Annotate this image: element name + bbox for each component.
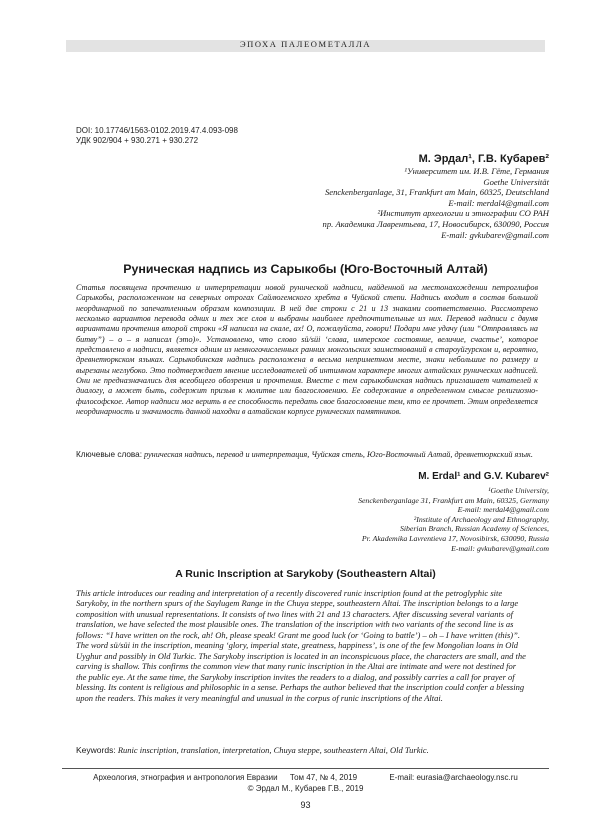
running-header <box>0 0 611 65</box>
udc: УДК 902/904 + 930.271 + 930.272 <box>76 136 199 145</box>
footer-rule <box>62 768 549 769</box>
affiliation-line: Senckenberganlage, 31, Frankfurt am Main, 60325, Deutschland <box>324 187 549 198</box>
doi: DOI: 10.17746/1563-0102.2019.47.4.093-098 <box>76 126 238 135</box>
affiliation-line: ¹Университет им. И.В. Гёте, Германия <box>404 166 549 176</box>
affiliation-line: E-mail: merdal4@gmail.com <box>457 505 549 515</box>
abstract-line: upon the readers. This makes it very meaningful and unusual in the corpus of runic inscriptions of the Altai. <box>76 692 443 703</box>
abstract-en <box>76 588 538 703</box>
abstract-line: translation, we have selected the most plausible ones. The translation of the inscription with two variants of the second line is as <box>76 619 514 630</box>
affiliation-line: ²Institute of Archaeology and Ethnography, <box>413 514 549 524</box>
abstract-ru-text: Статья посвящена прочтению и интерпретации новой рунической надписи, найденной на местонахождении петроглифов Сарыкобы, расположенном на северных отрогах Сайлюгемского хребта в Чуйской степи. Надпись входит в состав большой неординарной по запечатленным образам композиции. В ней две строки с 21 и 13 знаками соответственно. Рассмотрено несколько вариантов перевода одних и тех же слов и выбраны наиболее предпочтительные из них. Перевод надписи с двумя вариантами прочтения второй строки «Я написал на скале, ах! О, пожалуйста, говори! Подари мне удачу (или “Отправляясь на битву”) – о – я написал (это)». Установлено, что слово sü/süi ‘слава, имперское состояние, величие, счастье’, которое представлено в надписи, является одним из немногочисленных ранних монгольских заимствований в староуйгурском и, вероятно, древнетюркском языках. Сарыкобинская надпись расположена в весьма неприметном месте, знаки небольшие по размеру и вырезаны неглубоко. Это подтверждает мнение исследователей об интимном характере многих алтайских рунических надписей. Они не предназначались для всеобщего обозрения и прочтения. Вместе с тем сарыкобинская надпись приглашает читателей к диалогу, а может быть, содержит призыв к молитве или благословению. Ее содержание в определенном смысле религиозно-философское. Автор надписи мог верить в ее способность передать свое благословение тем, кто ее прочтет. Этим определяется неординарность и значимость данной находки в алтайском корпусе рунических памятников. <box>76 283 538 417</box>
affiliation-line: ²Институт археологии и этнографии СО РАН <box>377 208 549 219</box>
affiliation-line: Senckenberganlage 31, Frankfurt am Main, 60325, Germany <box>358 495 549 505</box>
affiliation-line: E-mail: gvkubarev@gmail.com <box>441 229 549 240</box>
section-title: ЭПОХА ПАЛЕОМЕТАЛЛА <box>239 39 372 49</box>
affiliations-ru <box>109 166 549 240</box>
journal-email: E-mail: eurasia@archaeology.nsc.ru <box>389 773 518 782</box>
keywords-label: Ключевые слова: <box>76 450 142 459</box>
keywords-label: Keywords: <box>76 745 116 755</box>
keywords-text: руническая надпись, перевод и интерпретация, Чуйская степь, Юго-Восточный Алтай, древнетюркский язык. <box>144 450 533 459</box>
affiliations-en <box>149 486 549 553</box>
abstract-line: The word sü/süi in the inscription, meaning ‘glory, imperial state, greatness, happiness’, is one of the few Mongolian loans in Old <box>76 640 519 651</box>
abstract-line: This article introduces our reading and interpretation of a recently discovered runic inscription found at the petroglyphic site <box>76 588 503 598</box>
abstract-line: composition with unusual representations. It consists of two lines with 21 and 13 characters. After discussing several variants of <box>76 608 513 619</box>
abstract-line: Sarykoby, in the northern spurs of the Saylugem Range in the Chuya steppe, southeastern Altai. The inscription belongs to a large <box>76 598 519 609</box>
abstract-line: the public eye. At the same time, the Sarykoby inscription invites the readers to a dialog, and possibly carries a call for prayer of <box>76 671 515 682</box>
journal-footer <box>0 773 611 782</box>
abstract-line: carving is shallow. This confirms the common view that many runic inscription in the Altai are intimate and were not destined for <box>76 661 517 672</box>
affiliation-line: E-mail: gvkubarev@gmail.com <box>451 543 549 553</box>
journal-volume: Том 47, № 4, 2019 <box>289 773 358 782</box>
affiliation-line: пр. Академика Лаврентьева, 17, Новосибирск, 630090, Россия <box>322 218 549 229</box>
article-title-en: A Runic Inscription at Sarykoby (Southeastern Altai) <box>175 568 436 580</box>
keywords-ru <box>76 450 546 460</box>
abstract-ru <box>76 283 538 417</box>
abstract-line: blessing. Its content is religious and philosophic in a sense. Perhaps the author believed that the inscription could confer a blessing <box>76 682 525 693</box>
affiliation-line: E-mail: merdal4@gmail.com <box>448 197 549 208</box>
keywords-en <box>76 745 429 755</box>
affiliation-line: ¹Goethe University, <box>488 486 549 495</box>
keywords-text: Runic inscription, translation, interpretation, Chuya steppe, southeastern Altai, Old Turkic. <box>117 745 429 755</box>
authors-en: M. Erdal¹ and G.V. Kubarev² <box>418 471 549 482</box>
page-number: 93 <box>300 800 311 810</box>
affiliation-line: Goethe Universität <box>483 176 549 187</box>
copyright: © Эрдал М., Кубарев Г.В., 2019 <box>247 784 364 793</box>
affiliation-line: Siberian Branch, Russian Academy of Sciences, <box>399 524 549 534</box>
abstract-line: Uyghur and possibly in Old Turkic. The Sarykoby inscription is located in an inconspicuous place, the characters are small, and the <box>76 650 526 661</box>
abstract-line: follows: “I have written on the rock, ah! Oh, please speak! Grant me good luck (or ‘Going to battle’) – oh – I have written (this)”. <box>76 629 520 640</box>
affiliation-line: Pr. Akademika Lavrentieva 17, Novosibirsk, 630090, Russia <box>361 533 549 543</box>
article-title-ru: Руническая надпись из Сарыкобы (Юго-Восточный Алтай) <box>123 262 488 276</box>
authors-ru: М. Эрдал¹, Г.В. Кубарев² <box>418 153 549 165</box>
journal-name: Археология, этнография и антропология Евразии <box>93 773 278 782</box>
